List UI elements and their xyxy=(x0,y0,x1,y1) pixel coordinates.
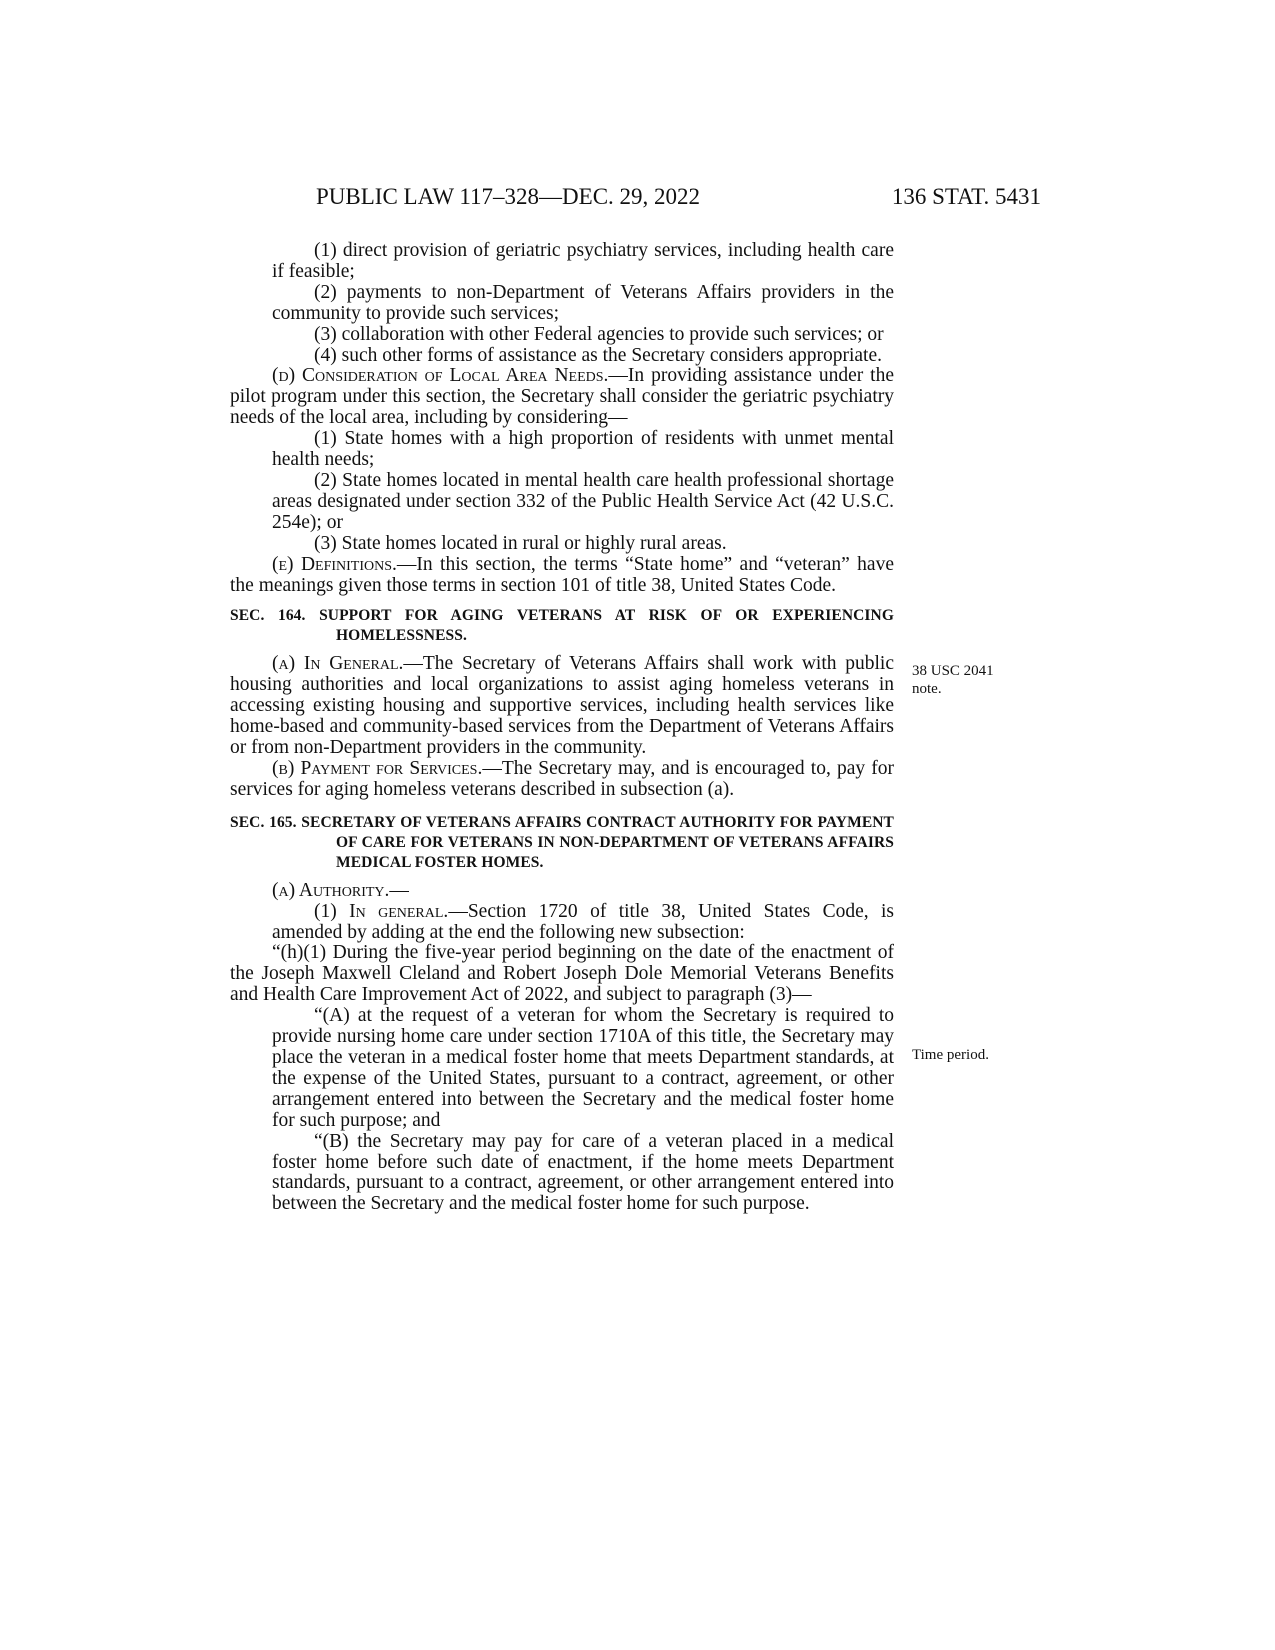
section-164-heading: SEC. 164. SUPPORT FOR AGING VETERANS AT RISK OF OR EXPERIENCING HOMELESSNESS. xyxy=(230,607,894,645)
section-164-a-text: —The Secretary of Veterans Affairs shall work with public housing authorities and local organizations to assist aging homeless veterans in accessing existing housing and supportive services, including health services like home-based and community-based services from the Department of Veterans Affairs or from non-Department providers in the community. xyxy=(230,653,895,759)
section-165-a1-text: —Section 1720 of title 38, United States Code, is amended by adding at the end the following new subsection: xyxy=(272,900,894,943)
subsection-d-text: —In providing assistance under the pilot program under this section, the Secretary shall consider the geriatric psychiatry needs of the local area, including by considering— xyxy=(230,365,894,429)
quoted-subsection-h1: “(h)(1) During the five-year period beginning on the date of the enactment of the Joseph Maxwell Cleland and Robert Joseph Dole Memorial Veterans Benefits and Health Care Improvement Act of 2022, and subject to paragraph (3)— xyxy=(230,942,894,1006)
section-164-b-heading: (b) Payment for Services. xyxy=(272,757,483,779)
margin-note-time-period: Time period. xyxy=(912,1047,989,1063)
quoted-subparagraph-a: “(A) at the request of a veteran for whom the Secretary is required to provide nursing home care under section 1710A of this title, the Secretary may place the veteran in a medical foster home that meets Department standards, at the expense of the United States, pursuant to a contract, agreement, or other arrangement entered into between the Secretary and the medical foster home for such purpose; and xyxy=(272,1005,894,1131)
statute-page-number: 136 STAT. 5431 xyxy=(891,184,1041,209)
paragraph-c4: (4) such other forms of assistance as the Secretary considers appropriate. xyxy=(314,344,883,366)
section-165-a1 xyxy=(272,902,894,944)
paragraph-d2: (2) State homes located in mental health care health professional shortage areas designated under section 332 of the Public Health Service Act (42 U.S.C. 254e); or xyxy=(272,469,894,533)
section-164-a-heading: (a) In General. xyxy=(272,653,404,675)
section-165-a-heading-text: (a) Authority.— xyxy=(272,879,409,901)
subsection-d-heading: (d) Consideration of Local Area Needs. xyxy=(272,365,609,387)
running-header xyxy=(316,184,1041,216)
document-body xyxy=(230,241,894,1215)
section-165-a-heading xyxy=(230,881,894,902)
margin-note-usc: 38 USC 2041 note. xyxy=(912,663,994,697)
section-164-b xyxy=(230,759,894,801)
public-law-citation: PUBLIC LAW 117–328—DEC. 29, 2022 xyxy=(316,184,701,209)
subsection-e xyxy=(230,555,894,597)
paragraph-c3: (3) collaboration with other Federal agencies to provide such services; or xyxy=(314,323,884,345)
section-165-a1-heading: (1) In general. xyxy=(314,900,449,922)
subsection-e-heading: (e) Definitions. xyxy=(272,553,397,575)
paragraph-c1: (1) direct provision of geriatric psychiatry services, including health care if feasible; xyxy=(272,240,894,282)
quoted-subparagraph-b: “(B) the Secretary may pay for care of a veteran placed in a medical foster home before such date of enactment, if the home meets Department standards, pursuant to a contract, agreement, or other arrangement entered into between the Secretary and the medical foster home for such purpose. xyxy=(272,1130,894,1215)
paragraph-c2: (2) payments to non-Department of Veterans Affairs providers in the community to provide such services; xyxy=(272,281,894,324)
subsection-e-text: —In this section, the terms “State home” and “veteran” have the meanings given those terms in section 101 of title 38, United States Code. xyxy=(230,553,894,596)
section-165-heading: SEC. 165. SECRETARY OF VETERANS AFFAIRS CONTRACT AUTHORITY FOR PAYMENT OF CARE FOR VETERANS IN NON-DEPARTMENT OF VETERANS AFFAIRS MEDICAL FOSTER HOMES. xyxy=(230,813,894,871)
section-164-b-text: —The Secretary may, and is encouraged to, pay for services for aging homeless veterans described in subsection (a). xyxy=(230,757,894,800)
section-164-a xyxy=(230,654,894,759)
paragraph-d3: (3) State homes located in rural or highly rural areas. xyxy=(314,532,727,554)
subsection-d xyxy=(230,366,894,429)
paragraph-d1: (1) State homes with a high proportion of residents with unmet mental health needs; xyxy=(272,428,894,471)
